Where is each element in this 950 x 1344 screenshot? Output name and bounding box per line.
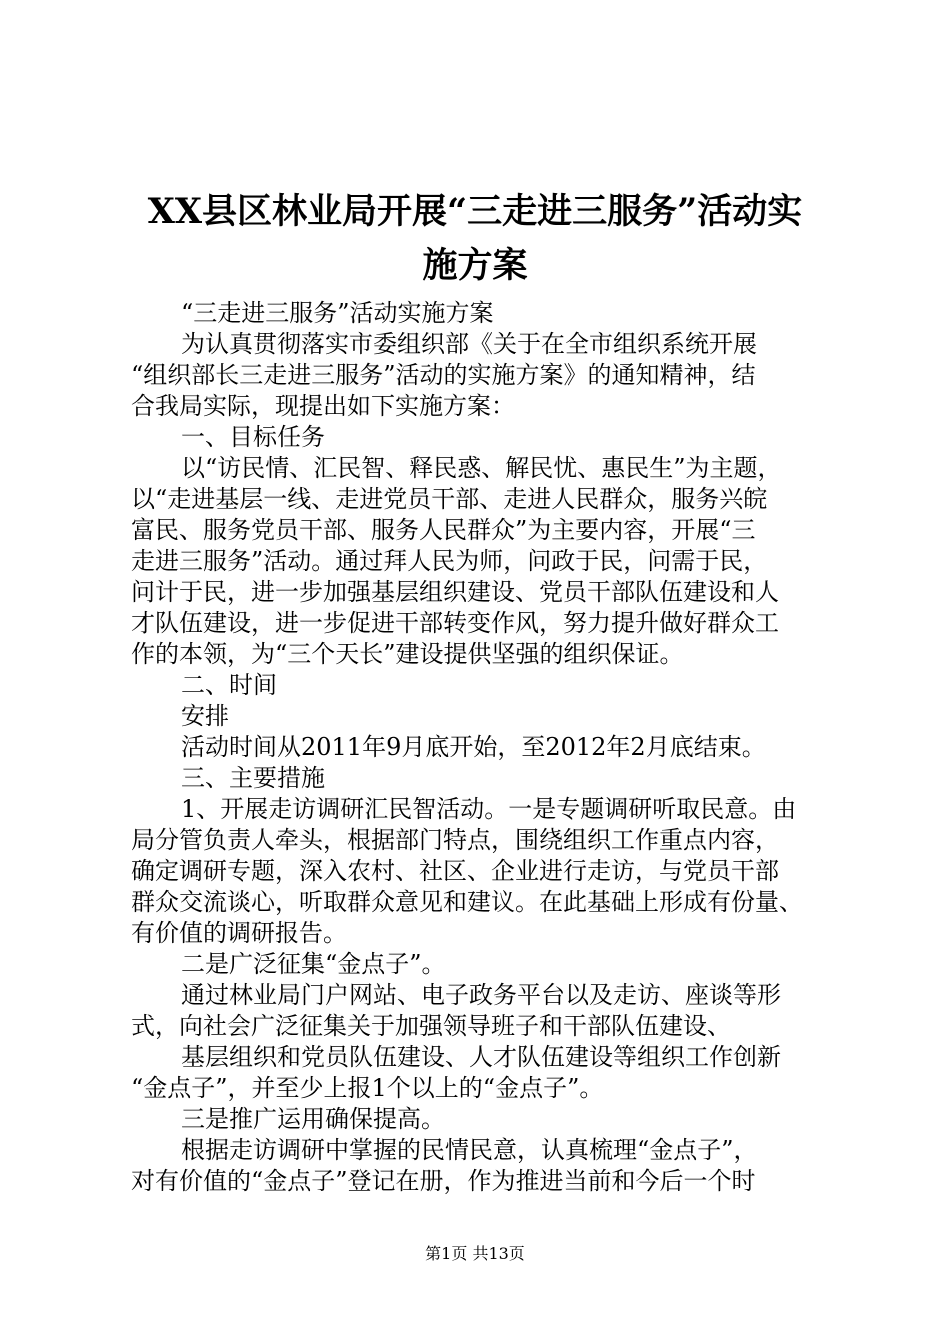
page-footer: 第1页 共13页 — [425, 1244, 525, 1263]
body-text-line: 才队伍建设，进一步促进干部转变作风，努力提升做好群众工 — [131, 609, 779, 637]
body-text-line: 安排 — [181, 702, 229, 730]
body-text-line: 根据走访调研中掌握的民情民意，认真梳理“金点子”， — [181, 1136, 758, 1164]
body-text-line: 对有价值的“金点子”登记在册，作为推进当前和今后一个时 — [131, 1167, 756, 1195]
body-text-line: 二、时间 — [181, 671, 277, 699]
body-text-line: 局分管负责人牵头，根据部门特点，围绕组织工作重点内容， — [131, 826, 779, 854]
body-text-line: 为认真贯彻落实市委组织部《关于在全市组织系统开展 — [181, 330, 757, 358]
body-text-line: 通过林业局门户网站、电子政务平台以及走访、座谈等形 — [181, 981, 781, 1009]
body-text-line: 有价值的调研报告。 — [131, 919, 347, 947]
body-text-line: 问计于民，进一步加强基层组织建设、党员干部队伍建设和人 — [131, 578, 779, 606]
body-text-line: “组织部长三走进三服务”活动的实施方案》的通知精神，结 — [131, 361, 756, 389]
body-text-line: 合我局实际，现提出如下实施方案： — [131, 392, 515, 420]
body-text-line: 以“走进基层一线、走进党员干部、走进人民群众，服务兴皖 — [131, 485, 768, 513]
body-text-line: 走进三服务”活动。通过拜人民为师，问政于民，问需于民， — [131, 547, 768, 575]
body-text-line: 富民、服务党员干部、服务人民群众”为主要内容，开展“三 — [131, 516, 756, 544]
document-title-line-1: XX县区林业局开展“三走进三服务”活动实 — [147, 191, 803, 232]
body-text-line: “三走进三服务”活动实施方案 — [181, 299, 494, 327]
body-text-line: 群众交流谈心，听取群众意见和建议。在此基础上形成有份量、 — [131, 888, 803, 916]
body-text-line: 式，向社会广泛征集关于加强领导班子和干部队伍建设、 — [131, 1012, 731, 1040]
body-text-line: 1、开展走访调研汇民智活动。一是专题调研听取民意。由 — [181, 795, 797, 823]
body-text-line: 作的本领，为“三个天长”建设提供坚强的组织保证。 — [131, 640, 684, 668]
body-text-line: “金点子”，并至少上报1个以上的“金点子”。 — [131, 1074, 604, 1102]
body-text-line: 确定调研专题，深入农村、社区、企业进行走访，与党员干部 — [131, 857, 779, 885]
body-text-line: 以“访民情、汇民智、释民惑、解民忧、惠民生”为主题， — [181, 454, 782, 482]
body-text-line: 三、主要措施 — [181, 764, 325, 792]
body-text-line: 一、目标任务 — [181, 423, 325, 451]
body-text-line: 活动时间从2011年9月底开始，至2012年2月底结束。 — [181, 733, 766, 761]
body-text-line: 基层组织和党员队伍建设、人才队伍建设等组织工作创新 — [181, 1043, 781, 1071]
body-text-line: 三是推广运用确保提高。 — [181, 1105, 445, 1133]
document-title-line-2: 施方案 — [422, 245, 528, 286]
body-text-line: 二是广泛征集“金点子”。 — [181, 950, 446, 978]
document-body — [131, 298, 831, 1197]
